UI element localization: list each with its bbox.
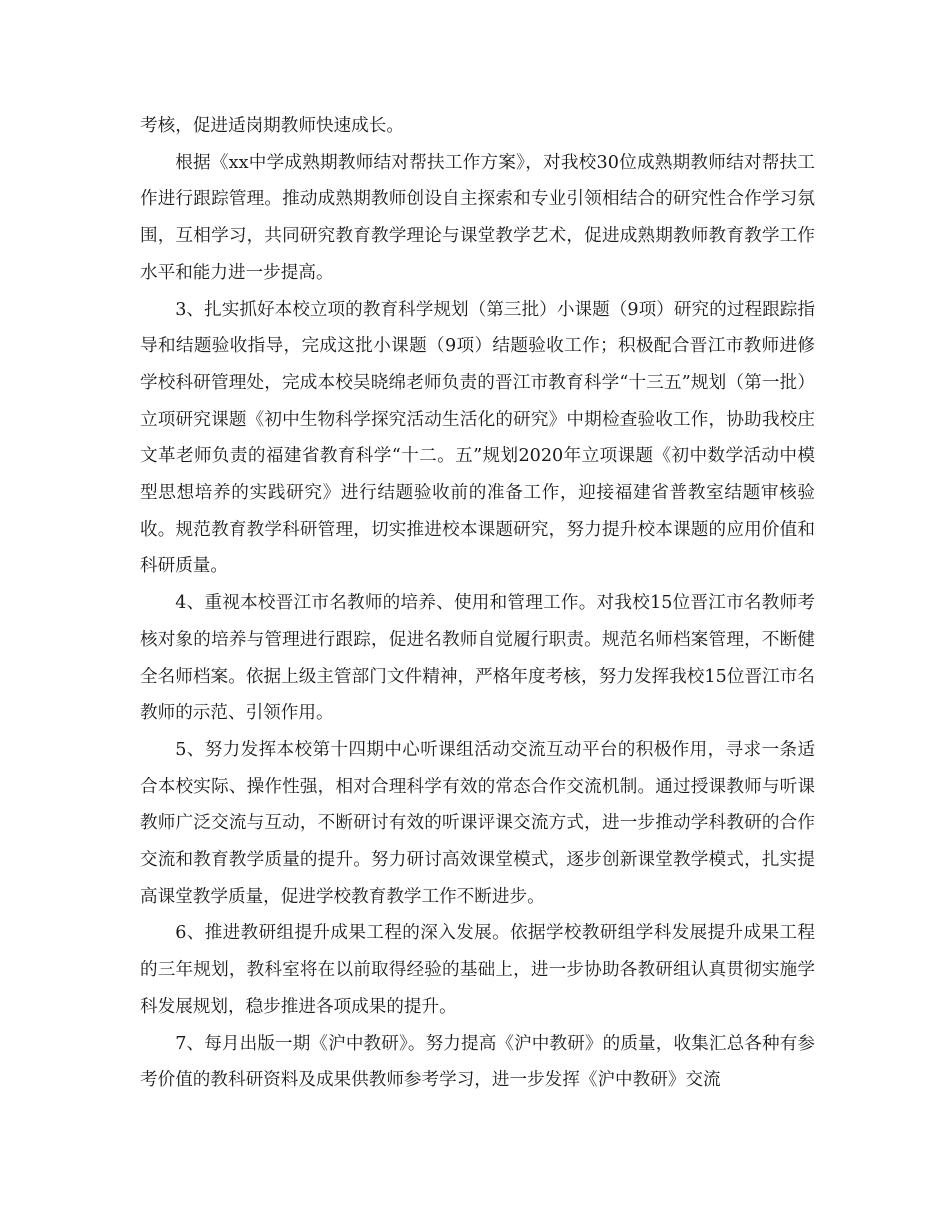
- paragraph-mature-teachers: 根据《xx中学成熟期教师结对帮扶工作方案》，对我校30位成熟期教师结对帮扶工作进行跟踪管理。推动成熟期教师创设自主探索和专业引领相结合的研究性合作学习氛围，互相学习，共同研究教育教学理论与课堂教学艺术，促进成熟期教师教育教学工作水平和能力进一步提高。: [140, 152, 815, 283]
- paragraph-item-7: 7、每月出版一期《沪中教研》。努力提高《沪中教研》的质量，收集汇总各种有参考价值的教科研资料及成果供教师参考学习，进一步发挥《沪中教研》交流: [140, 1033, 815, 1091]
- paragraph-item-4: 4、重视本校晋江市名教师的培养、使用和管理工作。对我校15位晋江市名教师考核对象的培养与管理进行跟踪，促进名教师自觉履行职责。规范名师档案管理，不断健全名师档案。依据上级主管部门文件精神，严格年度考核，努力发挥我校15位晋江市名教师的示范、引领作用。: [140, 593, 815, 724]
- document-page: [140, 108, 815, 1099]
- paragraph-item-5: 5、努力发挥本校第十四期中心听课组活动交流互动平台的积极作用，寻求一条适合本校实际、操作性强，相对合理科学有效的常态合作交流机制。通过授课教师与听课教师广泛交流与互动，不断研讨有效的听课评课交流方式，进一步推动学科教研的合作交流和教育教学质量的提升。努力研讨高效课堂模式，逐步创新课堂教学模式，扎实提高课堂教学质量，促进学校教育教学工作不断进步。: [140, 739, 815, 907]
- paragraph-item-6: 6、推进教研组提升成果工程的深入发展。依据学校教研组学科发展提升成果工程的三年规划，教科室将在以前取得经验的基础上，进一步协助各教研组认真贯彻实施学科发展规划，稳步推进各项成果的提升。: [140, 923, 815, 1017]
- paragraph-item-3: 3、扎实抓好本校立项的教育科学规划（第三批）小课题（9项）研究的过程跟踪指导和结题验收指导，完成这批小课题（9项）结题验收工作；积极配合晋江市教师进修学校科研管理处，完成本校吴晓绵老师负责的晋江市教育科学“十三五”规划（第一批）立项研究课题《初中生物科学探究活动生活化的研究》中期检查验收工作，协助我校庄文革老师负责的福建省教育科学“十二。五”规划2020年立项课题《初中数学活动中模型思想培养的实践研究》进行结题验收前的准备工作，迎接福建省普教室结题审核验收。规范教育教学科研管理，切实推进校本课题研究，努力提升校本课题的应用价值和科研质量。: [140, 299, 815, 577]
- paragraph-continuation: 考核，促进适岗期教师快速成长。: [140, 116, 404, 136]
